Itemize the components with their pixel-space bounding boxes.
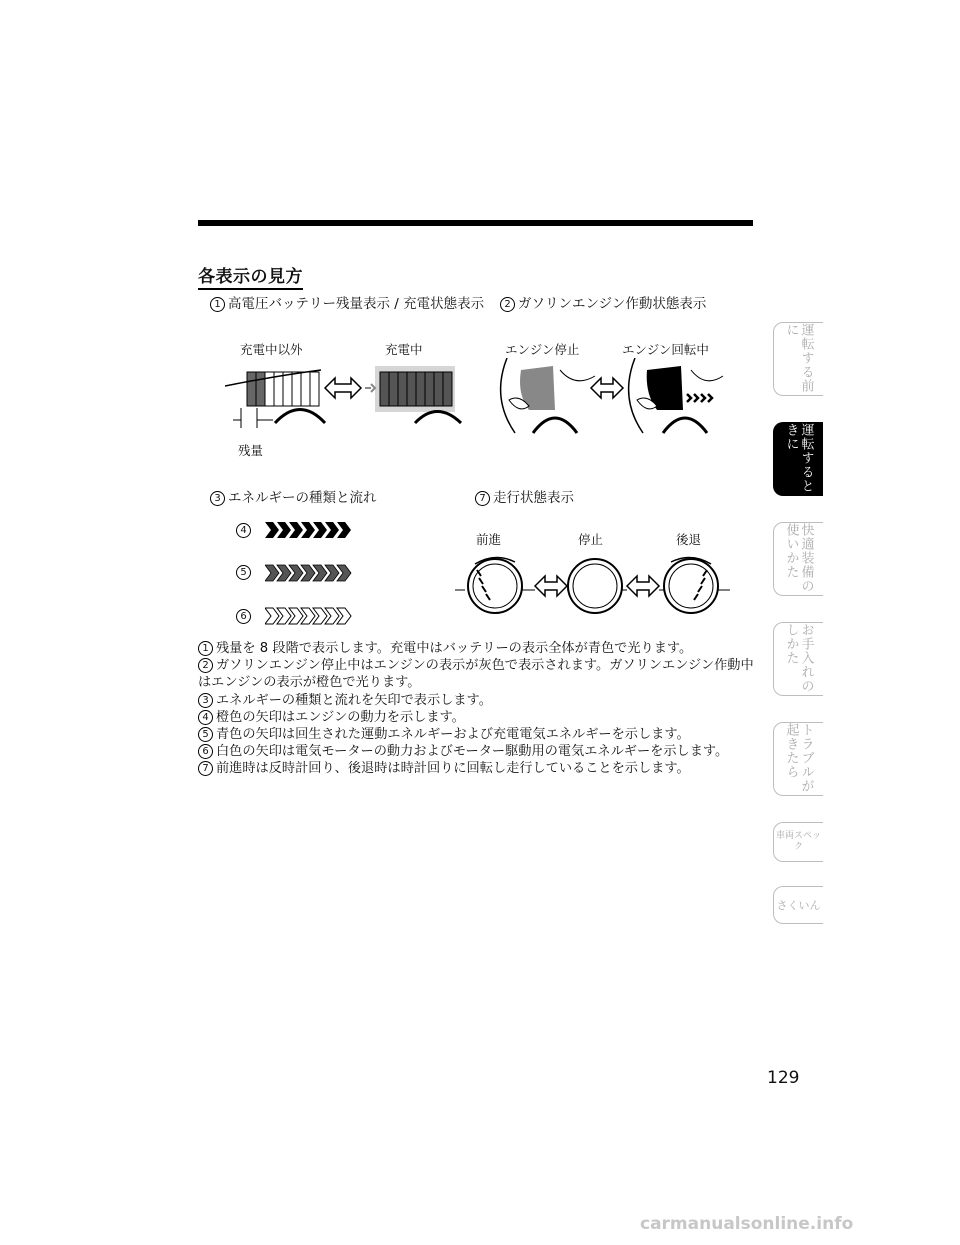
regen-energy-arrows — [265, 565, 351, 581]
label-engine-stop: エンジン停止 — [505, 342, 580, 357]
bidirectional-arrow — [535, 576, 567, 596]
side-tab-troubleshooting[interactable]: トラブルが起きたら — [773, 722, 823, 796]
side-tab-index[interactable]: さくいん — [773, 886, 823, 924]
bidirectional-arrow — [325, 378, 361, 398]
label-stop: 停止 — [578, 532, 604, 547]
circled-number: 3 — [210, 491, 225, 506]
engine-power-arrows — [265, 522, 351, 538]
caption-engine: 2 ガソリンエンジン作動状態表示 — [500, 292, 706, 312]
driving-state-figure — [455, 548, 730, 620]
top-rule — [198, 220, 753, 226]
circled-number: 2 — [500, 297, 515, 312]
side-tab-while-driving[interactable]: 運転するときに — [773, 422, 823, 496]
note-7: 7 前進時は反時計回り、後退時は時計回りに回転し走行していることを示します。 — [198, 760, 758, 777]
note-3: 3 エネルギーの種類と流れを矢印で表示します。 — [198, 692, 758, 709]
side-tab-maintenance[interactable]: お手入れのしかた — [773, 622, 823, 696]
side-tab-before-driving[interactable]: 運転する前に — [773, 322, 823, 396]
circled-number: 1 — [210, 297, 225, 312]
battery-charging — [365, 366, 461, 423]
row-number: 4 — [236, 522, 254, 538]
side-tab-specs[interactable]: 車両スペック — [773, 822, 823, 862]
caption-energy-flow: 3 エネルギーの種類と流れ — [210, 486, 377, 506]
label-engine-running: エンジン回転中 — [622, 342, 709, 357]
wheel-reverse — [659, 557, 730, 613]
battery-not-charging — [225, 370, 325, 428]
row-number: 5 — [236, 564, 254, 580]
note-6: 6 白色の矢印は電気モーターの動力およびモーター駆動用の電気エネルギーを示します。 — [198, 743, 758, 760]
caption-driving-state: 7 走行状態表示 — [475, 486, 574, 506]
energy-arrows-figure — [265, 518, 365, 628]
note-4: 4 橙色の矢印はエンジンの動力を示します。 — [198, 709, 758, 726]
engine-indicator-figure — [495, 358, 735, 438]
explanation-notes — [198, 640, 758, 778]
page-number: 129 — [767, 1068, 800, 1088]
battery-indicator-figure — [225, 358, 465, 443]
engine-stopped — [501, 358, 595, 433]
caption-battery: 1 高電圧バッテリー残量表示 / 充電状態表示 — [210, 292, 484, 312]
section-title: 各表示の見方 — [198, 262, 303, 287]
bidirectional-arrow — [627, 576, 659, 596]
motor-energy-arrows — [265, 608, 351, 624]
wheel-forward — [455, 557, 535, 613]
circled-number: 7 — [475, 491, 490, 506]
label-not-charging: 充電中以外 — [240, 342, 303, 357]
label-remaining: 残量 — [238, 443, 264, 458]
row-number: 6 — [236, 608, 254, 624]
watermark: carmanualsonline.info — [640, 1214, 854, 1234]
label-reverse: 後退 — [676, 532, 702, 547]
note-2: 2 ガソリンエンジン停止中はエンジンの表示が灰色で表示されます。ガソリンエンジン作動中はエンジンの表示が橙色で光ります。 — [198, 658, 754, 691]
label-charging: 充電中 — [385, 342, 423, 357]
engine-running — [629, 358, 723, 433]
note-1: 1 残量を 8 段階で表示します。充電中はバッテリーの表示全体が青色で光ります。 — [198, 640, 758, 657]
label-forward: 前進 — [476, 532, 502, 547]
bidirectional-arrow — [591, 378, 623, 398]
note-5: 5 青色の矢印は回生された運動エネルギーおよび充電電気エネルギーを示します。 — [198, 726, 758, 743]
wheel-stopped — [567, 559, 627, 613]
side-tab-comfort-equipment[interactable]: 快適装備の使いかた — [773, 522, 823, 596]
